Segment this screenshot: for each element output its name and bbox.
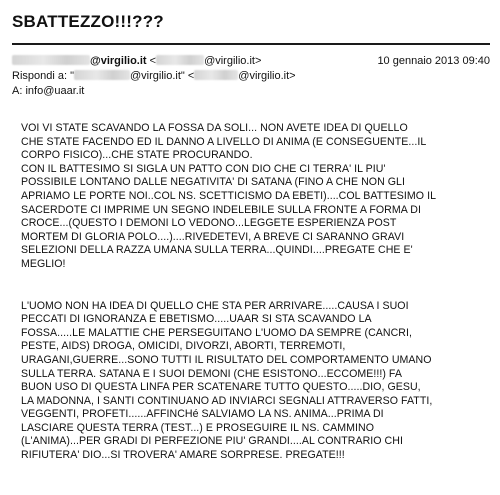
- redacted-sender: [12, 55, 90, 65]
- recipient-prefix: <: [146, 55, 157, 67]
- sender-domain: @virgilio.it: [90, 55, 147, 67]
- paragraph-gap: [21, 272, 491, 300]
- to-label: A:: [12, 85, 26, 97]
- reply-to-line: [12, 69, 296, 83]
- body-paragraph-2: L'UOMO NON HA IDEA DI QUELLO CHE STA PER ARRIVARE.....CAUSA I SUOI PECCATI DI IGNORANZA E EBETISMO.....UAAR SI STA SCAVANDO LA FOSSA.....LE MALATTIE CHE PERSEGUITANO L'UOMO DA SEMPRE (CANCRI, PESTE, AIDS) DROGA, OMICIDI, DIVORZI, ABORTI, TERREMOTI, URAGANI,GUERRE...SONO TUTTI IL RISULTATO DEL COMPORTAMENTO UMANO SULLA TERRA. SATANA E I SUOI DEMONI (CHE ESISTONO...ECCOME!!!) FA BUON USO DI QUESTA LINFA PER SCATENARE TUTTO QUESTO.....DIO, GESU, LA MADONNA, I SANTI CONTINUANO AD INVIARCI SEGNALI ATTRAVERSO FATTI, VEGGENTI, PROFETI......AFFINCHé SALVIAMO LA NS. ANIMA...PRIMA DI LASCIARE QUESTA TERRA (TEST...) E PROSEGUIRE IL NS. CAMMINO (L'ANIMA)...PER GRADI DI PERFEZIONE PIU' GRANDI....AL CONTRARIO CHI RIFIUTERA' DIO...SI TROVERA' AMARE SORPRESE. PREGATE!!!: [21, 299, 433, 462]
- from-line: [12, 54, 261, 68]
- redacted-reply-address: [194, 70, 238, 80]
- reply-to-part2: @virgilio.it>: [238, 70, 296, 82]
- email-body: [21, 122, 491, 463]
- reply-to-label: Rispondi a: ": [12, 70, 74, 82]
- redacted-reply-name: [74, 70, 130, 80]
- body-paragraph-1: VOI VI STATE SCAVANDO LA FOSSA DA SOLI... NON AVETE IDEA DI QUELLO CHE STATE FACENDO ED IL DANNO A LIVELLO DI ANIMA (E CONSEGUENTE...IL CORPO FISICO)...CHE STATE PROCURANDO. CON IL BATTESIMO SI SIGLA UN PATTO CON DIO CHE CI TERRA' IL PIU' POSSIBILE LONTANO DALLE NEGATIVITA' DI SATANA (FINO A CHE NON GLI APRIAMO LE PORTE NOI..COL NS. SCETTICISMO DA EBETI)....COL BATTESIMO IL SACERDOTE CI IMPRIME UN SEGNO INDELEBILE SULLA FRONTE A FORMA DI CROCE...(QUESTO I DEMONI LO VEDONO...LEGGETE ESPERIENZA POST MORTEM DI GLORIA POLO....)....RIVEDETEVI, A BREVE CI SARANNO GRAVI SELEZIONI DELLA RAZZA UMANA SULLA TERRA...QUINDI....PREGATE CHE E' MEGLIO!: [21, 122, 437, 270]
- redacted-recipient: [156, 55, 204, 65]
- recipient-domain: @virgilio.it>: [204, 55, 262, 67]
- to-line: [12, 84, 84, 98]
- email-date: 10 gennaio 2013 09:40: [377, 55, 490, 67]
- header-divider: [12, 43, 490, 45]
- email-subject: SBATTEZZO!!!???: [12, 12, 164, 31]
- to-address[interactable]: info@uaar.it: [25, 85, 85, 97]
- reply-to-part1: @virgilio.it" <: [130, 70, 195, 82]
